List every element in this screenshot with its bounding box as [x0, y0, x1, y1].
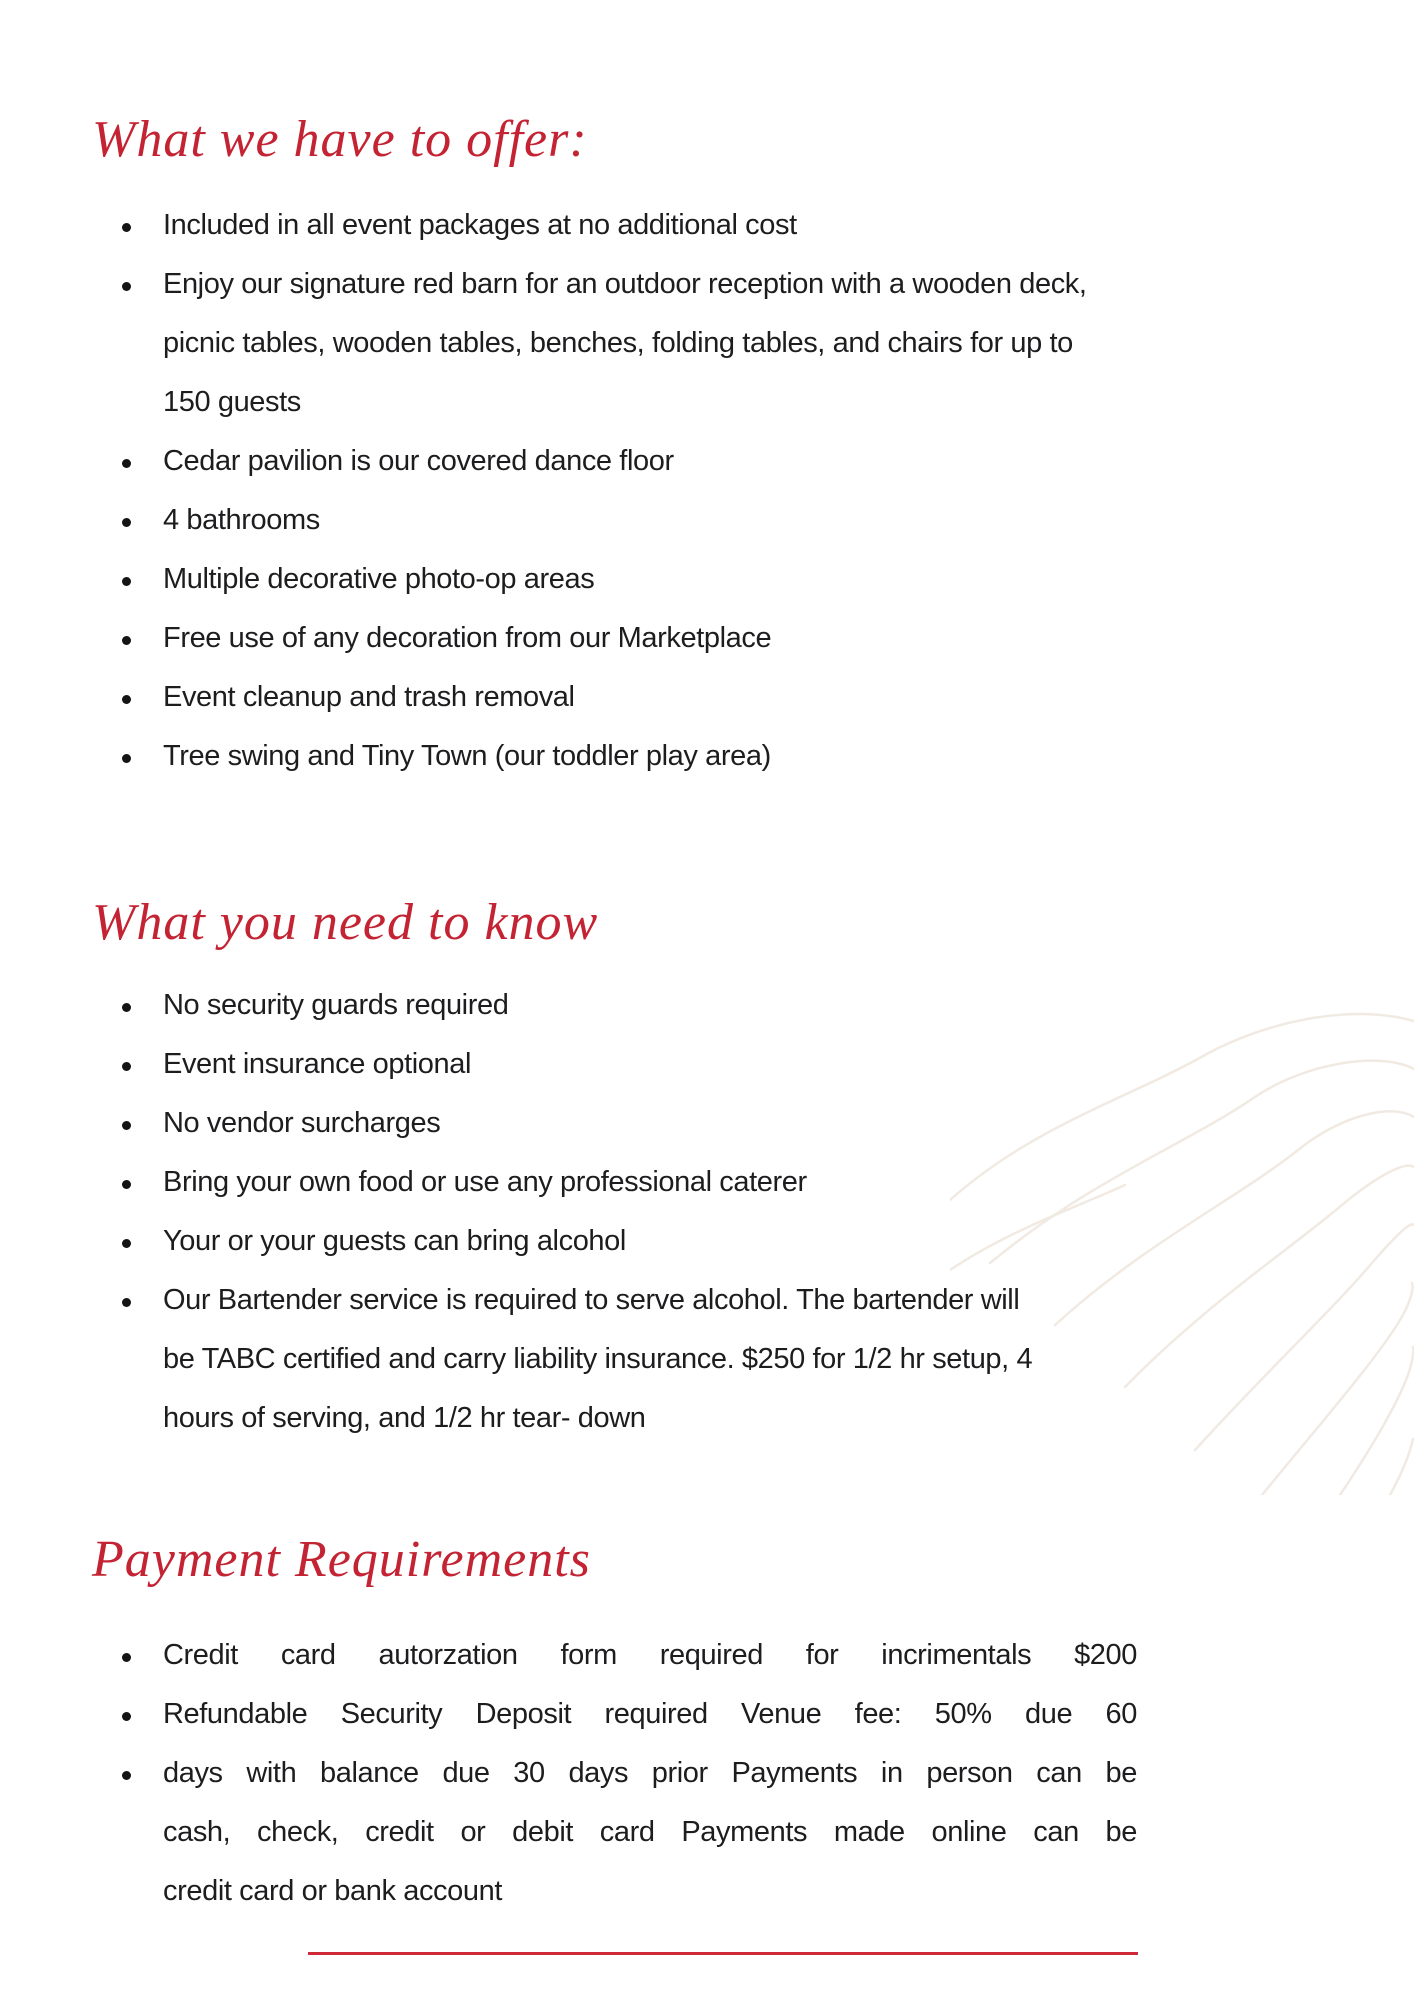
section-title: What we have to offer:	[92, 111, 588, 168]
list-item-line: Event cleanup and trash removal	[163, 681, 575, 713]
bullet-list	[92, 196, 1152, 786]
list-item	[92, 727, 1152, 786]
list-item	[92, 255, 1152, 432]
list-item	[92, 1094, 1152, 1153]
bullet-dot-icon	[122, 1062, 131, 1071]
list-item-line: credit card or bank account	[163, 1875, 502, 1907]
list-item-line: Our Bartender service is required to serve alcohol. The bartender will	[163, 1284, 1020, 1316]
list-item-line: cash, check, credit or debit card Payments made online can be	[163, 1816, 1137, 1848]
list-item-line: No vendor surcharges	[163, 1107, 441, 1139]
bullet-dot-icon	[122, 1180, 131, 1189]
bullet-dot-icon	[122, 1771, 131, 1780]
list-item	[92, 1271, 1152, 1448]
bullet-dot-icon	[122, 1298, 131, 1307]
list-item-line: Your or your guests can bring alcohol	[163, 1225, 626, 1257]
bullet-list	[92, 1626, 1152, 1921]
list-item	[92, 1744, 1152, 1921]
list-item-line: Included in all event packages at no additional cost	[163, 209, 797, 241]
section-title: Payment Requirements	[92, 1531, 591, 1588]
bullet-dot-icon	[122, 223, 131, 232]
list-item	[92, 1153, 1152, 1212]
bullet-dot-icon	[122, 1653, 131, 1662]
footer-divider-line	[308, 1952, 1138, 1955]
bullet-dot-icon	[122, 518, 131, 527]
section-title: What you need to know	[92, 894, 599, 951]
list-item	[92, 491, 1152, 550]
list-item-line: hours of serving, and 1/2 hr tear- down	[163, 1402, 646, 1434]
list-item	[92, 196, 1152, 255]
list-item-line: Cedar pavilion is our covered dance floor	[163, 445, 674, 477]
bullet-dot-icon	[122, 459, 131, 468]
list-item	[92, 668, 1152, 727]
list-item-line: Refundable Security Deposit required Venue fee: 50% due 60	[163, 1698, 1137, 1730]
list-item-line: 150 guests	[163, 386, 301, 418]
bullet-dot-icon	[122, 1003, 131, 1012]
list-item-line: No security guards required	[163, 989, 509, 1021]
list-item-line: Event insurance optional	[163, 1048, 471, 1080]
list-item	[92, 1626, 1152, 1685]
content	[92, 100, 1152, 1921]
list-item-line: Tree swing and Tiny Town (our toddler play area)	[163, 740, 771, 772]
list-item-line: Enjoy our signature red barn for an outdoor reception with a wooden deck,	[163, 268, 1087, 300]
list-item	[92, 609, 1152, 668]
list-item-line: Multiple decorative photo-op areas	[163, 563, 595, 595]
bullet-dot-icon	[122, 754, 131, 763]
bullet-dot-icon	[122, 1121, 131, 1130]
list-item	[92, 976, 1152, 1035]
bullet-list	[92, 976, 1152, 1448]
section	[92, 100, 1152, 786]
bullet-dot-icon	[122, 282, 131, 291]
list-item-line: 4 bathrooms	[163, 504, 320, 536]
list-item-line: Credit card autorzation form required for incrimentals $200	[163, 1639, 1137, 1671]
bullet-dot-icon	[122, 695, 131, 704]
bullet-dot-icon	[122, 636, 131, 645]
list-item-line: Bring your own food or use any professional caterer	[163, 1166, 807, 1198]
list-item-line: days with balance due 30 days prior Payments in person can be	[163, 1757, 1137, 1789]
list-item	[92, 1685, 1152, 1744]
list-item	[92, 550, 1152, 609]
section	[92, 1520, 1152, 1921]
list-item-line: picnic tables, wooden tables, benches, folding tables, and chairs for up to	[163, 327, 1073, 359]
bullet-dot-icon	[122, 1712, 131, 1721]
section	[92, 883, 1152, 1448]
list-item-line: Free use of any decoration from our Marketplace	[163, 622, 772, 654]
list-item	[92, 432, 1152, 491]
bullet-dot-icon	[122, 577, 131, 586]
bullet-dot-icon	[122, 1239, 131, 1248]
list-item	[92, 1212, 1152, 1271]
list-item	[92, 1035, 1152, 1094]
list-item-line: be TABC certified and carry liability insurance. $250 for 1/2 hr setup, 4	[163, 1343, 1033, 1375]
